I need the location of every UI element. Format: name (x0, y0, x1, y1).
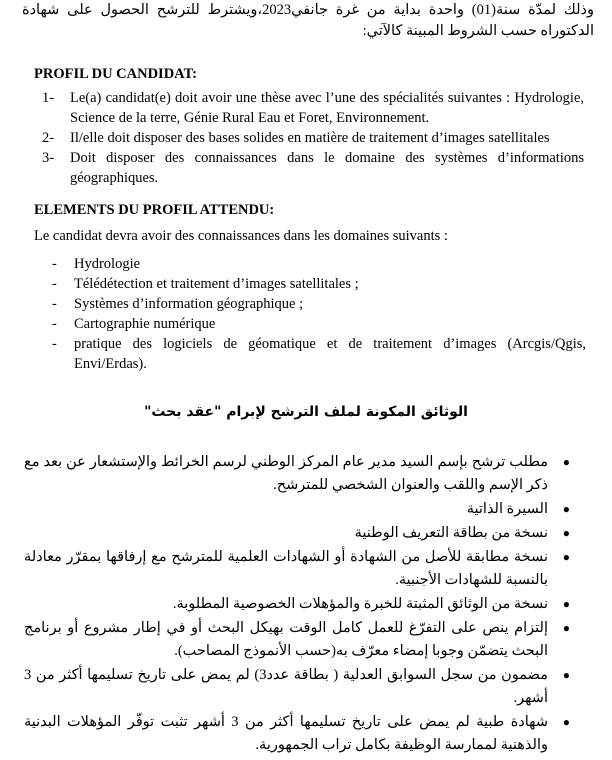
documents-item-text: مطلب ترشح بإسم السيد مدير عام المركز الوطني لرسم الخرائط والإستشعار عن بعد مع ذكر الإسم واللقب والعنوان الشخصي للمترشح. (24, 454, 548, 493)
documents-item-text: شهادة طبية لم يمض على تاريخ تسليمها أكثر من 3 أشهر تثبت توفّر المؤهلات البدنية والذهنية لممارسة الوظيفة بكامل تراب الجمهورية. (24, 714, 548, 753)
dash-icon: - (52, 296, 57, 312)
profil-item (34, 88, 584, 128)
elements-item-text: Hydrologie (74, 256, 141, 272)
profil-item-number: 3- (42, 150, 55, 166)
documents-item-text: مضمون من سجل السوابق العدلية ( بطاقة عدد3) لم يمض على تاريخ تسليمها أكثر من 3 أشهر. (24, 667, 548, 706)
documents-item (24, 498, 572, 521)
bullet-icon: ● (562, 668, 570, 682)
elements-item (52, 274, 586, 294)
elements-item (52, 254, 586, 274)
bullet-icon: ● (562, 597, 570, 611)
documents-title: الوثائق المكونة لملف الترشح لإبرام "عقد بحث" (144, 404, 468, 420)
profil-item-text: Il/elle doit disposer des bases solides en matière de traitement d’images satellitales (70, 130, 550, 146)
documents-item (24, 664, 572, 710)
documents-item-text: نسخة من بطاقة التعريف الوطنية (354, 525, 548, 541)
documents-item (24, 451, 572, 497)
elements-item (52, 294, 586, 314)
profil-item-number: 2- (42, 130, 55, 146)
elements-item-text: Télédétection et traitement d’images satellitales ; (74, 276, 359, 292)
documents-item (24, 522, 572, 545)
bullet-icon: ● (562, 621, 570, 635)
bullet-icon: ● (562, 550, 570, 564)
elements-heading: ELEMENTS DU PROFIL ATTENDU: (34, 202, 275, 218)
elements-intro: Le candidat devra avoir des connaissances dans les domaines suivants : (34, 228, 448, 244)
intro-paragraph: وذلك لمدّة سنة(01) واحدة بداية من غرة جانفي2023،ويشترط للترشح الحصول على شهادة الدكتوراه حسب الشروط المبينة كالآتي: (22, 2, 595, 39)
documents-item-text: إلتزام ينص على التفرّغ للعمل كامل الوقت بهيكل البحث أو في إطار مشروع أو برنامج البحث يتضمّن وجوبا إمضاء معرّف به(حسب الأنموذج المصاحب). (24, 620, 548, 659)
bullet-icon: ● (562, 526, 570, 540)
dash-icon: - (52, 276, 57, 292)
documents-item-text: السيرة الذاتية (466, 501, 548, 517)
documents-item-text: نسخة مطابقة للأصل من الشهادة أو الشهادات العلمية للمترشح مع إرفاقها بمقرّر معادلة بالنسبة للشهادات الأجنبية. (24, 549, 548, 588)
bullet-icon: ● (562, 715, 570, 729)
dash-icon: - (52, 336, 57, 352)
elements-item-text: Systèmes d’information géographique ; (74, 296, 304, 312)
elements-item (52, 314, 586, 334)
documents-list (24, 451, 572, 758)
documents-item (24, 546, 572, 592)
dash-icon: - (52, 316, 57, 332)
elements-item (52, 334, 586, 374)
documents-item (24, 711, 572, 757)
elements-list (52, 254, 586, 374)
bullet-icon: ● (562, 502, 570, 516)
elements-item-text: Cartographie numérique (74, 316, 216, 332)
profil-item-text: Doit disposer des connaissances dans le domaine des systèmes d’informations géographiques. (70, 150, 584, 186)
elements-item-text: pratique des logiciels de géomatique et de traitement d’images (Arcgis/Qgis, Envi/Erdas). (74, 336, 586, 372)
documents-item (24, 617, 572, 663)
profil-item-number: 1- (42, 90, 55, 106)
profil-heading: PROFIL DU CANDIDAT: (34, 66, 197, 82)
profil-list (34, 88, 584, 188)
profil-item-text: Le(a) candidat(e) doit avoir une thèse avec l’une des spécialités suivantes : Hydrologie, Science de la terre, Génie Rural Eau et Foret, Environnement. (70, 90, 584, 126)
documents-item-text: نسخة من الوثائق المثبتة للخبرة والمؤهلات الخصوصية المطلوبة. (172, 596, 548, 612)
bullet-icon: ● (562, 455, 570, 469)
profil-item (34, 128, 584, 148)
documents-item (24, 593, 572, 616)
profil-item (34, 148, 584, 188)
dash-icon: - (52, 256, 57, 272)
